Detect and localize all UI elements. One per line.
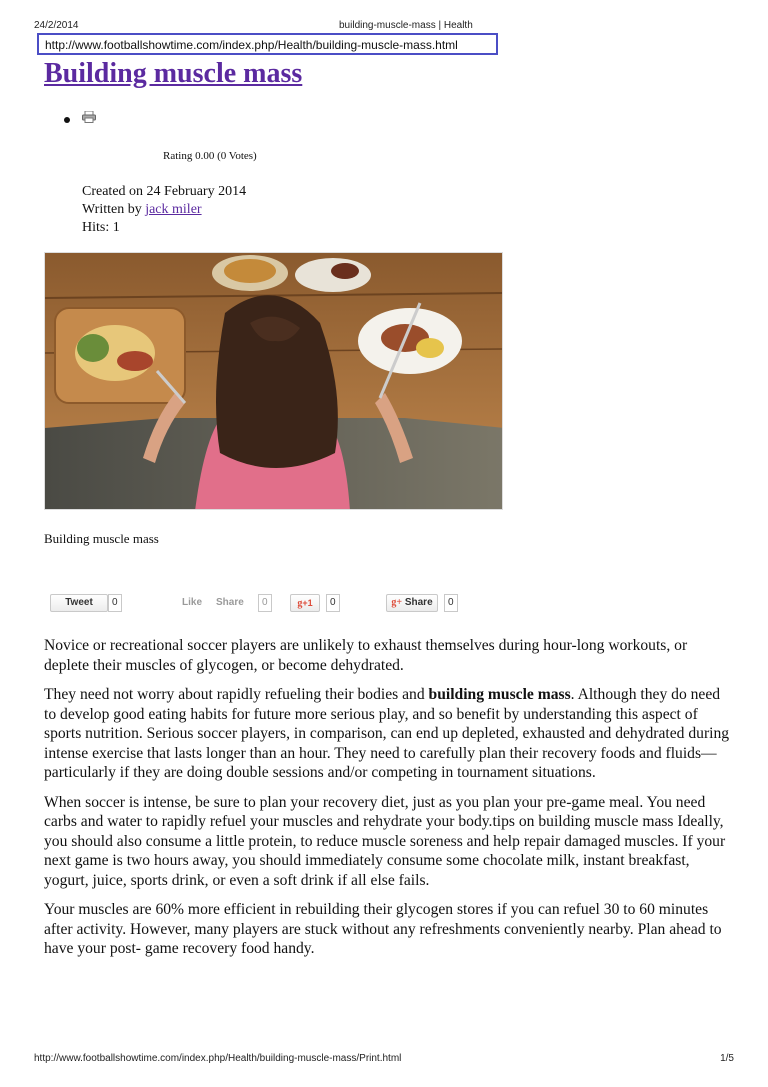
rating-text: Rating 0.00 (0 Votes) [163, 150, 257, 162]
article-body [44, 636, 734, 969]
paragraph-3: When soccer is intense, be sure to plan your recovery diet, just as you plan your pre-game meal. You need carbs and water to rapidly refuel your muscles and rehydrate your body.tips on building muscle mass Ideally, you should also consume a little protein, to reduce muscle soreness and help repair damaged muscles. If your next game is two hours away, you should immediately consume some chocolate milk, instant breakfast, yogurt, juice, sports drink, or even a soft drink if all else fails. [44, 793, 726, 889]
author-link[interactable]: jack miler [145, 202, 202, 217]
gplus-share-label: Share [404, 597, 433, 608]
bullet [64, 117, 70, 123]
gplus-icon: g [297, 598, 303, 609]
tweet-label: Tweet [65, 597, 93, 608]
paragraph-2 [44, 685, 734, 783]
paragraph-4: Your muscles are 60% more efficient in rebuilding their glycogen stores if you can refuel 30 to 60 minutes after activity. However, many players are stuck without any refreshments conveniently nearby. Plan ahead to have your post- game recovery food handy. [44, 901, 722, 957]
gplus-one-count: 0 [326, 594, 340, 612]
page-number: 1/5 [720, 1053, 734, 1064]
footer-url: http://www.footballshowtime.com/index.php/Health/building-muscle-mass/Print.html [34, 1053, 402, 1064]
gplus-share-button[interactable] [386, 594, 438, 612]
print-title: building-muscle-mass | Health [339, 20, 473, 31]
hits-count: Hits: 1 [82, 220, 120, 235]
print-icon-list [64, 112, 70, 128]
gplus-share-icon: g+ [391, 597, 403, 608]
hero-image [44, 252, 503, 510]
fb-like-button[interactable]: Like [182, 597, 203, 608]
gplus-share-count: 0 [444, 594, 458, 612]
print-header [34, 20, 734, 34]
written-by-prefix: Written by [82, 202, 146, 217]
created-date: Created on 24 February 2014 [82, 184, 247, 199]
gplus-one-button[interactable] [290, 594, 320, 612]
paragraph-2-end: . Although they do need to develop good eating habits for future more serious play, and so benefit by understanding this aspect of sports nutrition. Serious soccer players, in comparison, can end up depleted, exhausted and dehydrated during intense exercise that lasts longer than an hour. They need to carefully plan their recovery foods and fluids—particularly if they are doing double sessions and/or competing in tournament situations. [44, 686, 730, 781]
fb-count: 0 [258, 594, 272, 612]
tweet-button[interactable] [50, 594, 108, 612]
written-by [82, 201, 246, 219]
paragraph-2-start: They need not worry about rapidly refueling their bodies and [44, 686, 429, 703]
gplus-one-label: +1 [302, 598, 313, 608]
image-caption: Building muscle mass [44, 531, 159, 546]
paragraph-2-bold: building muscle mass [428, 686, 571, 703]
printer-icon[interactable] [82, 111, 96, 123]
food-photo [45, 253, 503, 510]
fb-share-button[interactable]: Share [216, 597, 244, 608]
page-title[interactable]: Building muscle mass [44, 58, 303, 89]
url-box[interactable]: http://www.footballshowtime.com/index.php/Health/building-muscle-mass.html [37, 33, 498, 55]
article-meta [82, 183, 246, 237]
print-date: 24/2/2014 [34, 20, 79, 31]
social-share-bar [44, 594, 484, 616]
paragraph-1: Novice or recreational soccer players are unlikely to exhaust themselves during hour-long workouts, or deplete their muscles of glycogen, or become dehydrated. [44, 637, 688, 674]
print-footer [34, 1053, 734, 1067]
tweet-count: 0 [108, 594, 122, 612]
